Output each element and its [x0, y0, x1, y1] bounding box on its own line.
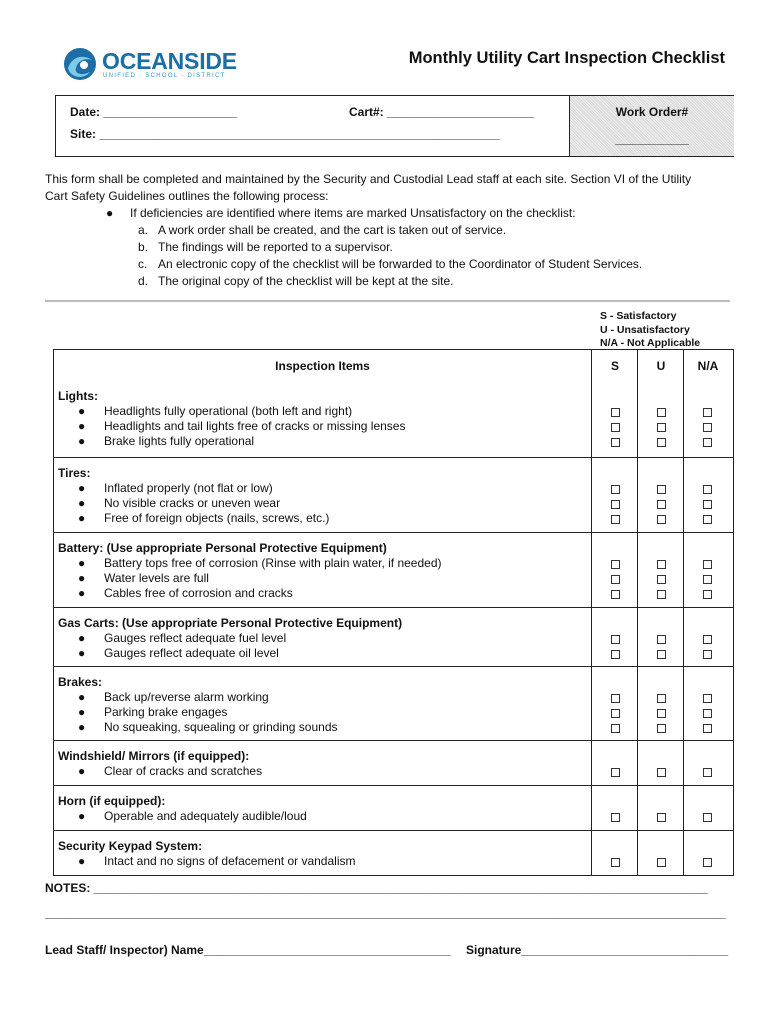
checkbox-u[interactable] — [657, 650, 666, 659]
header-u: U — [656, 359, 666, 373]
section-row — [54, 785, 733, 830]
checkbox-s[interactable] — [611, 515, 620, 524]
bullet-icon: ● — [78, 511, 86, 525]
checkbox-u[interactable] — [657, 575, 666, 584]
checklist-item — [78, 586, 293, 600]
intro-bullet-text: If deficiencies are identified where items are marked Unsatisfactory on the checklist: — [130, 206, 576, 220]
column-u — [637, 831, 684, 875]
bullet-icon: ● — [78, 854, 86, 868]
checkbox-u[interactable] — [657, 560, 666, 569]
header-s: S — [610, 359, 619, 373]
checklist-item — [78, 809, 307, 823]
checkbox-na[interactable] — [703, 724, 712, 733]
signature-field[interactable]: Signature_______________________________ — [466, 943, 729, 957]
checkbox-u[interactable] — [657, 408, 666, 417]
table-header-row — [54, 350, 733, 381]
logo-tagline: UNIFIED · SCHOOL · DISTRICT — [103, 73, 226, 79]
checkbox-s[interactable] — [611, 724, 620, 733]
inspector-name-field[interactable]: Lead Staff/ Inspector) Name_____________________________________ — [45, 943, 451, 957]
checklist-item — [78, 481, 273, 495]
checklist-item — [78, 631, 286, 645]
checkbox-na[interactable] — [703, 423, 712, 432]
legend-not-applicable: N/A - Not Applicable — [600, 337, 701, 349]
checkbox-u[interactable] — [657, 590, 666, 599]
section-row — [54, 666, 733, 740]
column-na — [683, 741, 732, 785]
section-title: Gas Carts: (Use appropriate Personal Protective Equipment) — [58, 616, 403, 630]
intro-step — [138, 256, 642, 273]
column-u — [637, 786, 684, 830]
bullet-icon: ● — [78, 434, 86, 448]
checklist-item-text: Battery tops free of corrosion (Rinse with plain water, if needed) — [104, 556, 442, 570]
checklist-item-text: Brake lights fully operational — [104, 434, 255, 448]
checkbox-na[interactable] — [703, 485, 712, 494]
section-title: Security Keypad System: — [58, 839, 203, 853]
checklist-item — [78, 764, 262, 778]
checkbox-na[interactable] — [703, 408, 712, 417]
column-na — [683, 786, 732, 830]
checkbox-na[interactable] — [703, 635, 712, 644]
checkbox-s[interactable] — [611, 813, 620, 822]
checklist-item — [78, 496, 280, 510]
checkbox-s[interactable] — [611, 500, 620, 509]
checkbox-s[interactable] — [611, 590, 620, 599]
checkbox-s[interactable] — [611, 485, 620, 494]
column-na — [683, 831, 732, 875]
work-order-label: Work Order# — [615, 105, 689, 119]
checkbox-na[interactable] — [703, 438, 712, 447]
section-row — [54, 532, 733, 607]
step-text: The original copy of the checklist will be kept at the site. — [158, 274, 454, 288]
checkbox-na[interactable] — [703, 560, 712, 569]
site-field[interactable]: Site: ____________________________________________________________ — [70, 127, 500, 141]
column-u — [637, 458, 684, 532]
checkbox-u[interactable] — [657, 500, 666, 509]
checklist-item-text: Headlights and tail lights free of cracks or missing lenses — [104, 419, 406, 433]
section-row — [54, 381, 733, 457]
step-text: The findings will be reported to a supervisor. — [158, 240, 393, 254]
intro-line-1: This form shall be completed and maintained by the Security and Custodial Lead staff at each site. Section VI of the Utility — [45, 172, 692, 186]
section-row — [54, 607, 733, 666]
checklist-item-text: Headlights fully operational (both left and right) — [104, 404, 353, 418]
column-s — [591, 533, 638, 607]
checkbox-u[interactable] — [657, 635, 666, 644]
checkbox-na[interactable] — [703, 650, 712, 659]
inspection-table — [53, 349, 734, 876]
bullet-icon: ● — [78, 556, 86, 570]
checklist-item-text: No visible cracks or uneven wear — [104, 496, 281, 510]
checkbox-u[interactable] — [657, 515, 666, 524]
step-marker: c. — [138, 257, 148, 271]
checkbox-u[interactable] — [657, 813, 666, 822]
step-marker: a. — [138, 223, 149, 237]
bullet-icon: ● — [78, 720, 86, 734]
column-s — [591, 608, 638, 666]
checkbox-s[interactable] — [611, 635, 620, 644]
checkbox-u[interactable] — [657, 858, 666, 867]
column-na — [683, 381, 732, 457]
column-s — [591, 381, 638, 457]
checklist-item — [78, 646, 279, 660]
checklist-item — [78, 556, 442, 570]
notes-line-2[interactable]: ______________________________________________________________________________________________________ — [45, 906, 726, 920]
checklist-item-text: Inflated properly (not flat or low) — [104, 481, 273, 495]
checklist-item — [78, 404, 352, 418]
bullet-icon: ● — [78, 631, 86, 645]
checkbox-na[interactable] — [703, 500, 712, 509]
checklist-item — [78, 511, 329, 525]
column-u — [637, 667, 684, 740]
checkbox-u[interactable] — [657, 423, 666, 432]
column-s — [591, 458, 638, 532]
checklist-item — [78, 434, 254, 448]
column-u — [637, 381, 684, 457]
bullet-icon: ● — [78, 705, 86, 719]
step-text: An electronic copy of the checklist will be forwarded to the Coordinator of Student Services. — [158, 257, 643, 271]
header-na: N/A — [697, 359, 719, 373]
date-field[interactable]: Date: ____________________ — [70, 105, 237, 119]
intro-step — [138, 273, 453, 290]
checklist-item-text: Operable and adequately audible/loud — [104, 809, 307, 823]
checklist-item-text: Parking brake engages — [104, 705, 228, 719]
checklist-item-text: Cables free of corrosion and cracks — [104, 586, 293, 600]
section-title: Battery: (Use appropriate Personal Protective Equipment) — [58, 541, 387, 555]
checkbox-u[interactable] — [657, 438, 666, 447]
step-text: A work order shall be created, and the cart is taken out of service. — [158, 223, 507, 237]
checkbox-u[interactable] — [657, 709, 666, 718]
checkbox-s[interactable] — [611, 768, 620, 777]
intro-bullet — [106, 205, 576, 222]
intro-step — [138, 239, 393, 256]
bullet-icon: ● — [78, 404, 86, 418]
column-s — [591, 786, 638, 830]
intro-step — [138, 222, 506, 239]
bullet-icon: ● — [78, 809, 86, 823]
checkbox-na[interactable] — [703, 575, 712, 584]
checklist-item — [78, 419, 405, 433]
checkbox-s[interactable] — [611, 438, 620, 447]
column-s — [591, 831, 638, 875]
checkbox-u[interactable] — [657, 724, 666, 733]
notes-field[interactable]: NOTES: ____________________________________________________________________________________________ — [45, 881, 708, 895]
checklist-item-text: Intact and no signs of defacement or vandalism — [104, 854, 356, 868]
checklist-item-text: No squeaking, squealing or grinding sounds — [104, 720, 338, 734]
work-order-field[interactable]: ___________ — [615, 132, 689, 146]
checkbox-na[interactable] — [703, 515, 712, 524]
district-logo — [62, 46, 237, 86]
bullet-icon: ● — [78, 571, 86, 585]
checklist-item-text: Gauges reflect adequate fuel level — [104, 631, 287, 645]
bullet-icon: ● — [78, 690, 86, 704]
checkbox-s[interactable] — [611, 408, 620, 417]
wave-logo-icon — [62, 46, 98, 82]
checkbox-s[interactable] — [611, 694, 620, 703]
checkbox-s[interactable] — [611, 650, 620, 659]
step-marker: b. — [138, 240, 149, 254]
legend-unsatisfactory: U - Unsatisfactory — [600, 323, 690, 336]
checklist-item — [78, 690, 269, 704]
checkbox-u[interactable] — [657, 485, 666, 494]
bullet-icon: ● — [78, 586, 86, 600]
column-na — [683, 608, 732, 666]
step-marker: d. — [138, 274, 149, 288]
checklist-item-text: Free of foreign objects (nails, screws, etc.) — [104, 511, 330, 525]
column-u — [637, 608, 684, 666]
checkbox-u[interactable] — [657, 768, 666, 777]
column-na — [683, 533, 732, 607]
checklist-item — [78, 571, 209, 585]
section-title: Lights: — [58, 389, 98, 403]
header-inspection-items: Inspection Items — [275, 359, 370, 373]
bullet-icon: ● — [78, 481, 86, 495]
checkbox-s[interactable] — [611, 858, 620, 867]
section-title: Horn (if equipped): — [58, 794, 166, 808]
column-na — [683, 458, 732, 532]
checkbox-s[interactable] — [611, 560, 620, 569]
checkbox-na[interactable] — [703, 709, 712, 718]
header-box — [55, 95, 734, 157]
section-title: Tires: — [58, 466, 91, 480]
bullet-icon: ● — [78, 764, 86, 778]
section-title: Brakes: — [58, 675, 103, 689]
checkbox-na[interactable] — [703, 768, 712, 777]
legend — [600, 310, 700, 351]
checklist-item-text: Clear of cracks and scratches — [104, 764, 263, 778]
bullet-icon: ● — [106, 206, 114, 220]
bullet-icon: ● — [78, 419, 86, 433]
column-s — [591, 741, 638, 785]
checkbox-na[interactable] — [703, 694, 712, 703]
section-row — [54, 740, 733, 785]
bullet-icon: ● — [78, 646, 86, 660]
divider — [45, 300, 730, 302]
column-s — [591, 667, 638, 740]
checkbox-s[interactable] — [611, 423, 620, 432]
checkbox-na[interactable] — [703, 813, 712, 822]
page-title: Monthly Utility Cart Inspection Checklist — [408, 49, 725, 67]
checklist-item-text: Back up/reverse alarm working — [104, 690, 269, 704]
bullet-icon: ● — [78, 496, 86, 510]
checklist-item — [78, 720, 338, 734]
checklist-item-text: Gauges reflect adequate oil level — [104, 646, 279, 660]
checklist-item — [78, 705, 227, 719]
checkbox-s[interactable] — [611, 575, 620, 584]
section-row — [54, 830, 733, 875]
checkbox-na[interactable] — [703, 590, 712, 599]
section-row — [54, 457, 733, 532]
intro-line-2: Cart Safety Guidelines outlines the following process: — [45, 189, 329, 203]
column-na — [683, 667, 732, 740]
checklist-item — [78, 854, 355, 868]
column-u — [637, 741, 684, 785]
cart-number-field[interactable]: Cart#: ______________________ — [349, 105, 534, 119]
work-order-box — [569, 96, 734, 156]
checkbox-u[interactable] — [657, 694, 666, 703]
logo-brand: OCEANSIDE — [102, 48, 237, 74]
column-u — [637, 533, 684, 607]
checkbox-na[interactable] — [703, 858, 712, 867]
checklist-item-text: Water levels are full — [104, 571, 209, 585]
checkbox-s[interactable] — [611, 709, 620, 718]
legend-satisfactory: S - Satisfactory — [600, 310, 677, 322]
section-title: Windshield/ Mirrors (if equipped): — [58, 749, 250, 763]
